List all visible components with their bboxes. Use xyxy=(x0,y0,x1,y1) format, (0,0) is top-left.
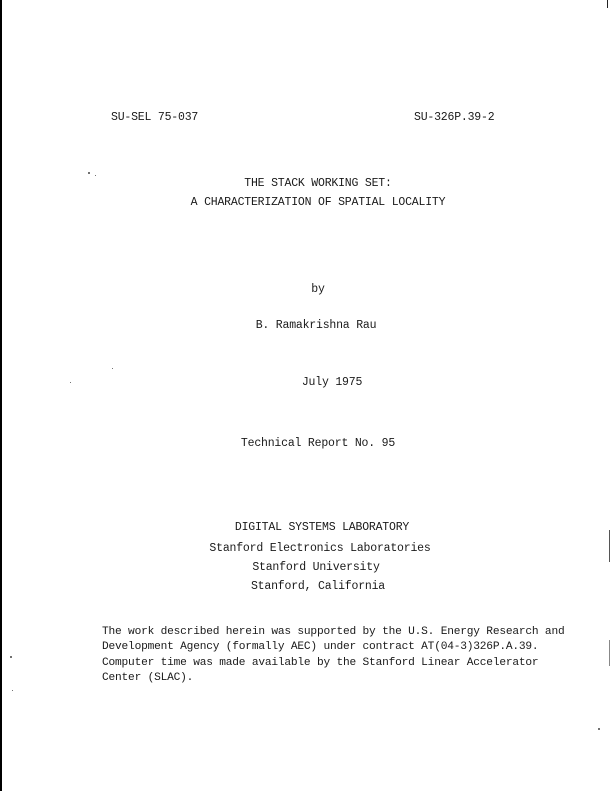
footnote-line-3: Computer time was made available by the Stanford Linear Accelerator xyxy=(102,656,539,669)
institution-line-2: Stanford Electronics Laboratories xyxy=(209,542,431,555)
title-line-1: THE STACK WORKING SET: xyxy=(244,177,392,190)
footnote-line-1: The work described herein was supported by the U.S. Energy Research and xyxy=(102,626,565,638)
scan-speck xyxy=(88,172,90,174)
byline-by: by xyxy=(311,283,325,296)
footnote-line-4: Center (SLAC). xyxy=(102,672,194,685)
scan-speck xyxy=(112,368,113,369)
funding-footnote xyxy=(102,625,565,687)
institution-line-4: Stanford, California xyxy=(250,580,386,593)
scan-left-edge xyxy=(0,0,2,791)
scan-speck xyxy=(95,175,96,176)
report-number-left: SU-SEL 75-037 xyxy=(111,111,199,124)
author-name: B. Ramakrishna Rau xyxy=(255,319,377,332)
scan-speck xyxy=(598,728,600,730)
technical-report-number: Technical Report No. 95 xyxy=(240,437,396,450)
scan-right-mark-lower xyxy=(609,640,610,666)
report-number-right: SU-326P.39-2 xyxy=(414,111,495,124)
footnote-line-2: Development Agency (formally AEC) under contract AT(04-3)326P.A.39. xyxy=(102,641,539,654)
scan-speck xyxy=(10,656,12,658)
publication-date: July 1975 xyxy=(301,376,363,389)
institution-line-3: Stanford University xyxy=(252,561,380,574)
scan-speck xyxy=(12,690,13,691)
institution-line-1: DIGITAL SYSTEMS LABORATORY xyxy=(234,521,410,534)
scan-right-mark-top xyxy=(607,0,608,8)
title-line-2: A CHARACTERIZATION OF SPATIAL LOCALITY xyxy=(190,196,446,209)
